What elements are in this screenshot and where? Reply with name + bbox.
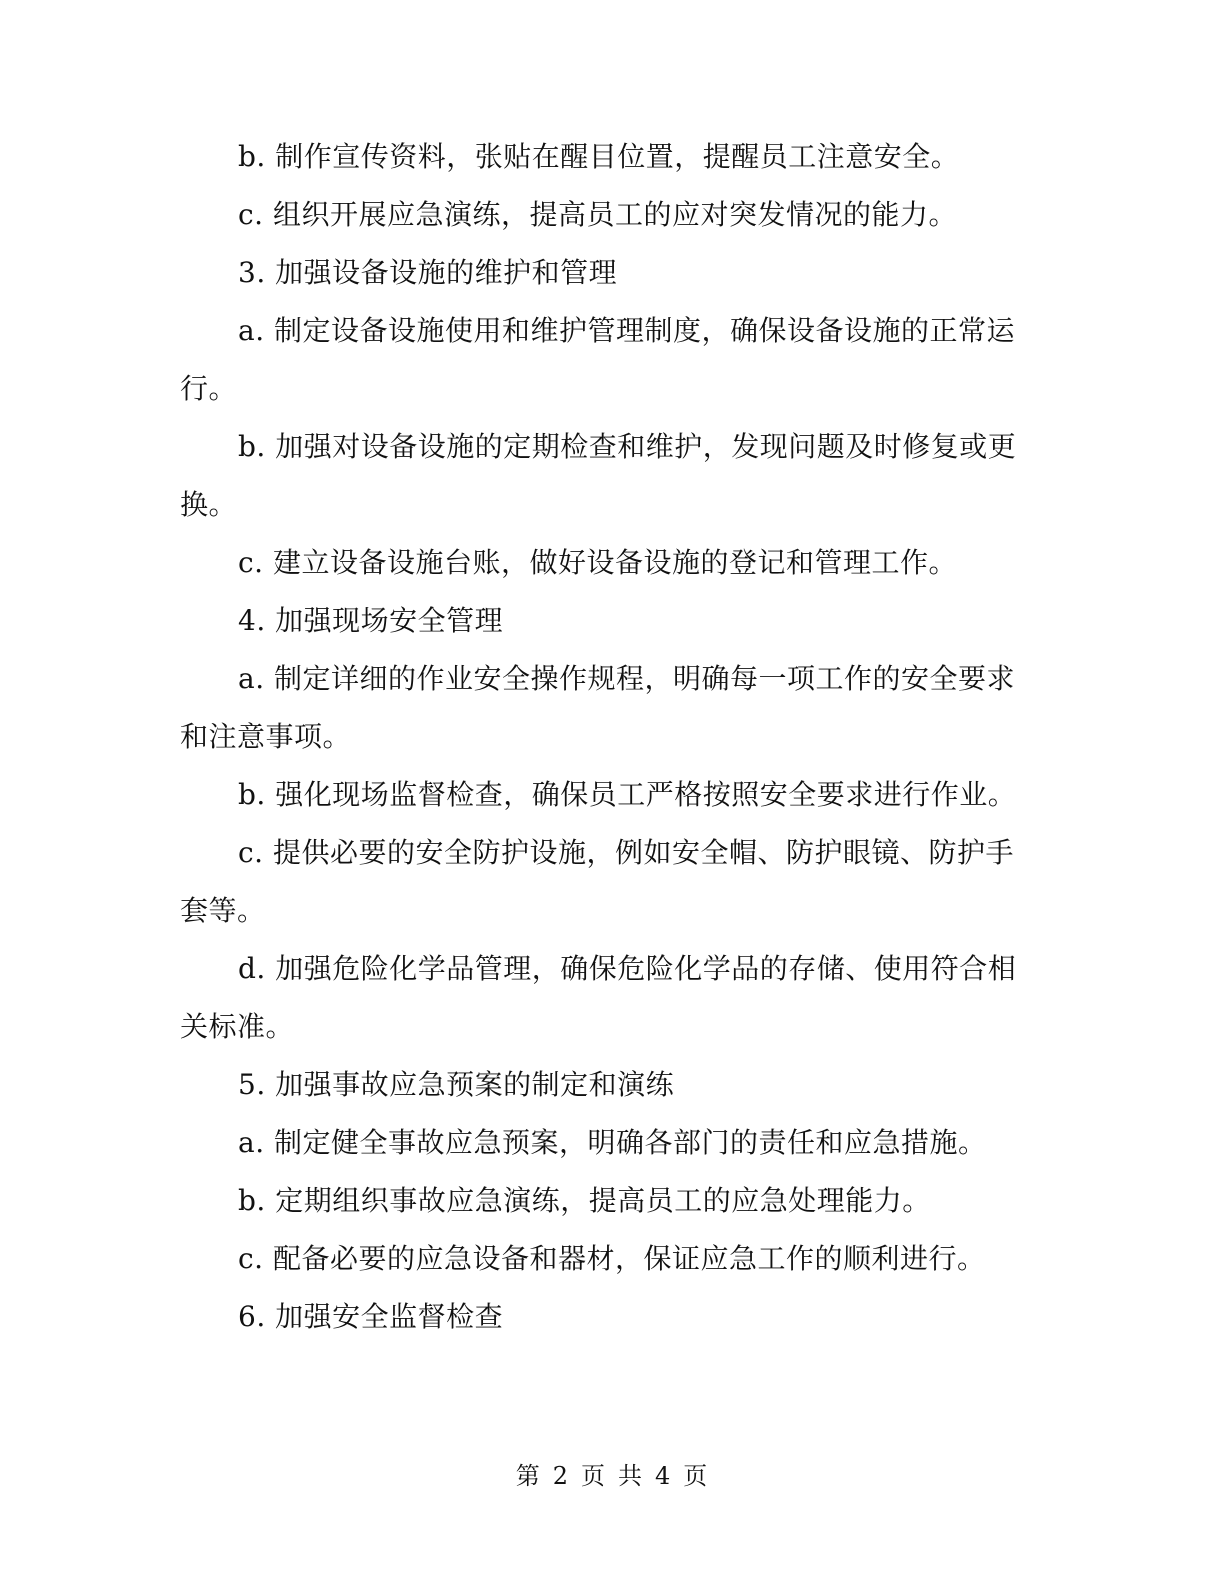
section-heading: 5. 加强事故应急预案的制定和演练 xyxy=(238,1068,675,1101)
footer-page-word: 页 xyxy=(581,1462,606,1490)
section-heading: 6. 加强安全监督检查 xyxy=(238,1300,504,1333)
section-heading: 3. 加强设备设施的维护和管理 xyxy=(238,256,618,289)
page-footer xyxy=(0,1460,1224,1492)
paragraph: c. 建立设备设施台账，做好设备设施的登记和管理工作。 xyxy=(238,546,957,579)
paragraph: b. 加强对设备设施的定期检查和维护，发现问题及时修复或更换。 xyxy=(180,430,1017,521)
paragraph: c. 配备必要的应急设备和器材，保证应急工作的顺利进行。 xyxy=(238,1242,986,1275)
section-heading: 4. 加强现场安全管理 xyxy=(238,604,504,637)
paragraph: c. 提供必要的安全防护设施，例如安全帽、防护眼镜、防护手套等。 xyxy=(180,836,1014,927)
footer-prefix: 第 xyxy=(515,1462,541,1490)
paragraph: a. 制定详细的作业安全操作规程，明确每一项工作的安全要求和注意事项。 xyxy=(180,662,1015,753)
paragraph: a. 制定健全事故应急预案，明确各部门的责任和应急措施。 xyxy=(238,1126,987,1159)
paragraph: b. 定期组织事故应急演练，提高员工的应急处理能力。 xyxy=(238,1184,931,1217)
paragraph: b. 制作宣传资料，张贴在醒目位置，提醒员工注意安全。 xyxy=(238,140,960,173)
paragraph: c. 组织开展应急演练，提高员工的应对突发情况的能力。 xyxy=(238,198,957,231)
paragraph: d. 加强危险化学品管理，确保危险化学品的存储、使用符合相关标准。 xyxy=(180,952,1017,1043)
total-page-number: 4 xyxy=(655,1462,672,1490)
paragraph: b. 强化现场监督检查，确保员工严格按照安全要求进行作业。 xyxy=(238,778,1017,811)
page-body xyxy=(180,128,1040,1346)
footer-total-prefix: 共 xyxy=(618,1462,643,1490)
paragraph: a. 制定设备设施使用和维护管理制度，确保设备设施的正常运行。 xyxy=(180,314,1015,405)
current-page-number: 2 xyxy=(552,1462,569,1490)
footer-total-suffix: 页 xyxy=(683,1462,709,1490)
